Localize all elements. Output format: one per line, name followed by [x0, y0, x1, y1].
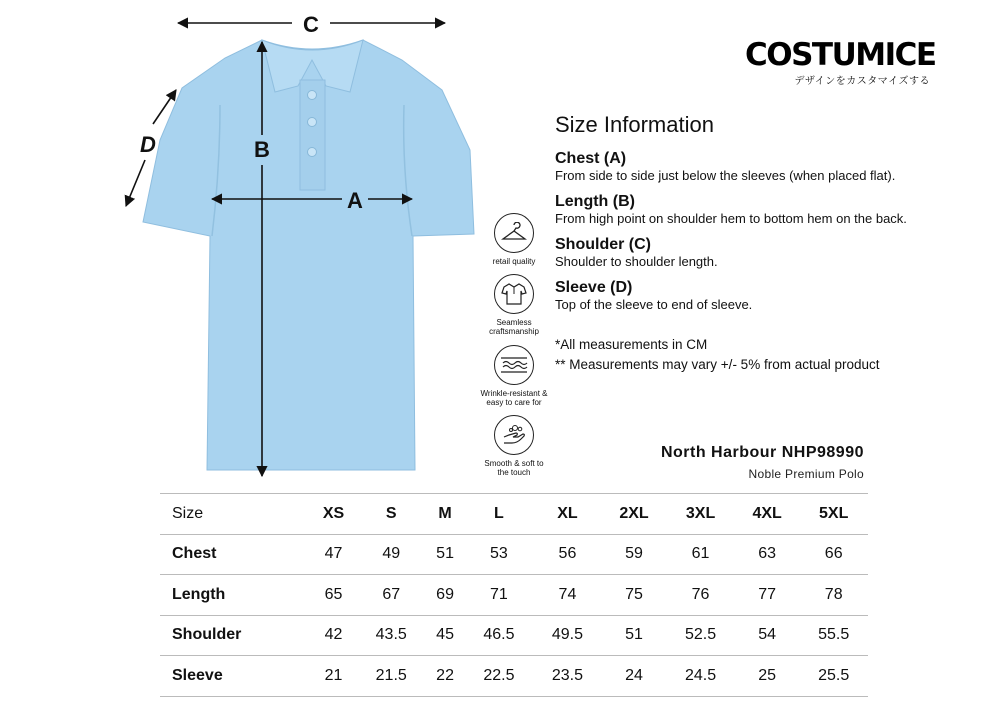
table-cell: 51	[602, 615, 667, 656]
size-header: XS	[310, 494, 357, 535]
table-cell: 52.5	[666, 615, 735, 656]
table-row	[160, 575, 868, 616]
table-cell: 22.5	[465, 656, 534, 697]
table-cell: 51	[426, 534, 465, 575]
table-cell: 71	[465, 575, 534, 616]
table-cell: 55.5	[799, 615, 868, 656]
row-label: Length	[160, 575, 310, 616]
table-cell: 22	[426, 656, 465, 697]
size-info-desc: Top of the sleeve to end of sleeve.	[555, 297, 753, 312]
table-cell: 25	[735, 656, 800, 697]
label-c: C	[303, 12, 319, 37]
size-information	[555, 112, 975, 375]
table-cell: 75	[602, 575, 667, 616]
brand-logo	[745, 37, 936, 87]
table-cell: 25.5	[799, 656, 868, 697]
product-title	[661, 444, 864, 481]
table-cell: 46.5	[465, 615, 534, 656]
note-line: *All measurements in CM	[555, 337, 708, 352]
table-cell: 47	[310, 534, 357, 575]
size-header: L	[465, 494, 534, 535]
size-info-desc: From high point on shoulder hem to bottom hem on the back.	[555, 211, 907, 226]
row-label: Chest	[160, 534, 310, 575]
table-cell: 59	[602, 534, 667, 575]
table-cell: 24.5	[666, 656, 735, 697]
table-cell: 67	[357, 575, 426, 616]
table-cell: 61	[666, 534, 735, 575]
note-line: ** Measurements may vary +/- 5% from actual product	[555, 357, 880, 372]
size-info-item	[555, 236, 975, 270]
size-info-name: Sleeve (D)	[555, 279, 633, 296]
shirt-button	[308, 118, 317, 127]
table-cell: 24	[602, 656, 667, 697]
table-cell: 21	[310, 656, 357, 697]
size-header: 2XL	[602, 494, 667, 535]
row-label: Shoulder	[160, 615, 310, 656]
table-cell: 76	[666, 575, 735, 616]
size-chart-table	[160, 493, 868, 697]
measurement-notes	[555, 335, 975, 375]
feature-smooth	[474, 415, 554, 477]
table-cell: 56	[533, 534, 602, 575]
size-header: S	[357, 494, 426, 535]
label-d: D	[140, 132, 156, 157]
shirt-icon	[501, 282, 527, 306]
feature-label: retail quality	[492, 257, 536, 266]
product-subtitle: Noble Premium Polo	[748, 467, 864, 481]
feature-label: Seamless craftsmanship	[489, 318, 539, 336]
size-info-desc: Shoulder to shoulder length.	[555, 254, 718, 269]
table-cell: 54	[735, 615, 800, 656]
size-info-item	[555, 150, 975, 184]
table-cell: 66	[799, 534, 868, 575]
table-header-row	[160, 494, 868, 535]
shirt-button	[308, 148, 317, 157]
size-info-name: Chest (A)	[555, 150, 627, 167]
polo-shirt-diagram	[120, 10, 500, 480]
table-row	[160, 534, 868, 575]
size-header: XL	[533, 494, 602, 535]
size-header: M	[426, 494, 465, 535]
size-header: 5XL	[799, 494, 868, 535]
table-cell: 74	[533, 575, 602, 616]
label-b: B	[254, 137, 270, 162]
table-cell: 45	[426, 615, 465, 656]
table-cell: 23.5	[533, 656, 602, 697]
size-header: 3XL	[666, 494, 735, 535]
arrow-d	[126, 160, 145, 206]
table-cell: 49	[357, 534, 426, 575]
size-info-name: Length (B)	[555, 193, 635, 210]
feature-label: Wrinkle-resistant & easy to care for	[480, 389, 548, 407]
table-cell: 42	[310, 615, 357, 656]
table-cell: 63	[735, 534, 800, 575]
hanger-icon	[501, 222, 527, 244]
table-cell: 43.5	[357, 615, 426, 656]
shirt-button	[308, 91, 317, 100]
table-cell: 65	[310, 575, 357, 616]
size-header: 4XL	[735, 494, 800, 535]
table-row	[160, 615, 868, 656]
size-info-name: Shoulder (C)	[555, 236, 651, 253]
product-name: North Harbour NHP98990	[660, 444, 864, 461]
size-info-desc: From side to side just below the sleeves (when placed flat).	[555, 168, 896, 183]
table-cell: 53	[465, 534, 534, 575]
table-row	[160, 656, 868, 697]
size-info-title: Size Information	[555, 112, 714, 137]
size-info-item	[555, 193, 975, 227]
table-cell: 77	[735, 575, 800, 616]
table-cell: 69	[426, 575, 465, 616]
feature-seamless	[474, 274, 554, 336]
feature-wrinkle-resistant	[474, 345, 554, 407]
waves-icon	[500, 354, 528, 376]
size-info-item	[555, 279, 975, 313]
feature-retail-quality	[474, 213, 554, 266]
hand-wash-icon	[501, 423, 527, 447]
brand-tagline: デザインをカスタマイズする	[794, 76, 930, 87]
table-cell: 21.5	[357, 656, 426, 697]
table-header-label: Size	[160, 494, 310, 535]
brand-name: COSTUMICE	[745, 37, 936, 73]
row-label: Sleeve	[160, 656, 310, 697]
feature-label: Smooth & soft to the touch	[484, 459, 544, 477]
table-cell: 49.5	[533, 615, 602, 656]
label-a: A	[347, 188, 363, 213]
table-cell: 78	[799, 575, 868, 616]
